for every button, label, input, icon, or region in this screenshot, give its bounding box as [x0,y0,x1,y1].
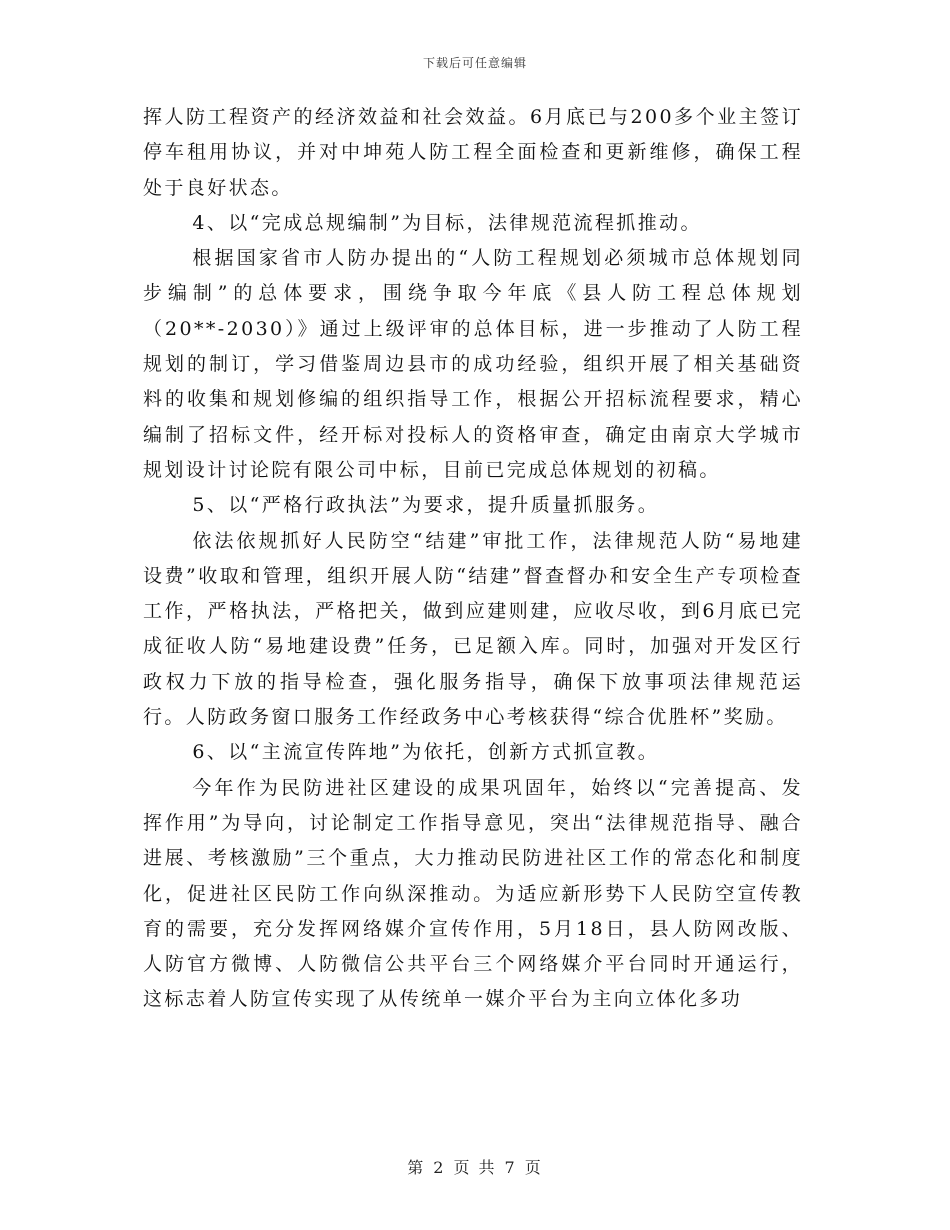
paragraph-continuation: 挥人防工程资产的经济效益和社会效益。6月底已与200多个业主签订停车租用协议，并对中坤苑人防工程全面检查和更新维修，确保工程处于良好状态。 [143,106,803,199]
document-body [143,100,803,1018]
footer-page-number: 2 [433,1158,446,1177]
page-header: 下载后可任意编辑 [422,56,527,70]
paragraph-planning: 根据国家省市人防办提出的“人防工程规划必须城市总体规划同步编制”的总体要求，围绕争取今年底《县人防工程总体规划（20**-2030）》通过上级评审的总体目标，进一步推动了人防工程规划的制订，学习借鉴周边县市的成功经验，组织开展了相关基础资料的收集和规划修编的组织指导工作，根据公开招标流程要求，精心编制了招标文件，经开标对投标人的资格审查，确定由南京大学城市规划设计讨论院有限公司中标，目前已完成总体规划的初稿。 [143,247,803,481]
section-heading-4: 4、以“完成总规编制”为目标，法律规范流程抓推动。 [192,211,702,234]
paragraph-enforcement: 依法依规抓好人民防空“结建”审批工作，法律规范人防“易地建设费”收取和管理，组织开展人防“结建”督查督办和安全生产专项检查工作，严格执法，严格把关，做到应建则建，应收尽收，到6月底已完成征收人防“易地建设费”任务，已足额入库。同时，加强对开发区行政权力下放的指导检查，强化服务指导，确保下放事项法律规范运行。人防政务窗口服务工作经政务中心考核获得“综合优胜杯”奖励。 [143,529,803,729]
section-heading-5: 5、以“严格行政执法”为要求，提升质量抓服务。 [192,494,660,517]
footer-middle: 页 共 [453,1158,497,1177]
footer-suffix: 页 [524,1158,543,1177]
section-heading-6: 6、以“主流宣传阵地”为依托，创新方式抓宣教。 [192,741,660,764]
paragraph-publicity: 今年作为民防进社区建设的成果巩固年，始终以“完善提高、发挥作用”为导向，讨论制定工作指导意见，突出“法律规范指导、融合进展、考核激励”三个重点，大力推动民防进社区工作的常态化和制度化，促进社区民防工作向纵深推动。为适应新形势下人民防空宣传教育的需要，充分发挥网络媒介宣传作用，5月18日，县人防网改版、人防官方微博、人防微信公共平台三个网络媒介平台同时开通运行，这标志着人防宣传实现了从传统单一媒介平台为主向立体化多功 [143,776,803,1011]
footer-prefix: 第 [407,1158,426,1177]
page-footer [0,1155,950,1178]
footer-total-pages: 7 [504,1158,517,1177]
